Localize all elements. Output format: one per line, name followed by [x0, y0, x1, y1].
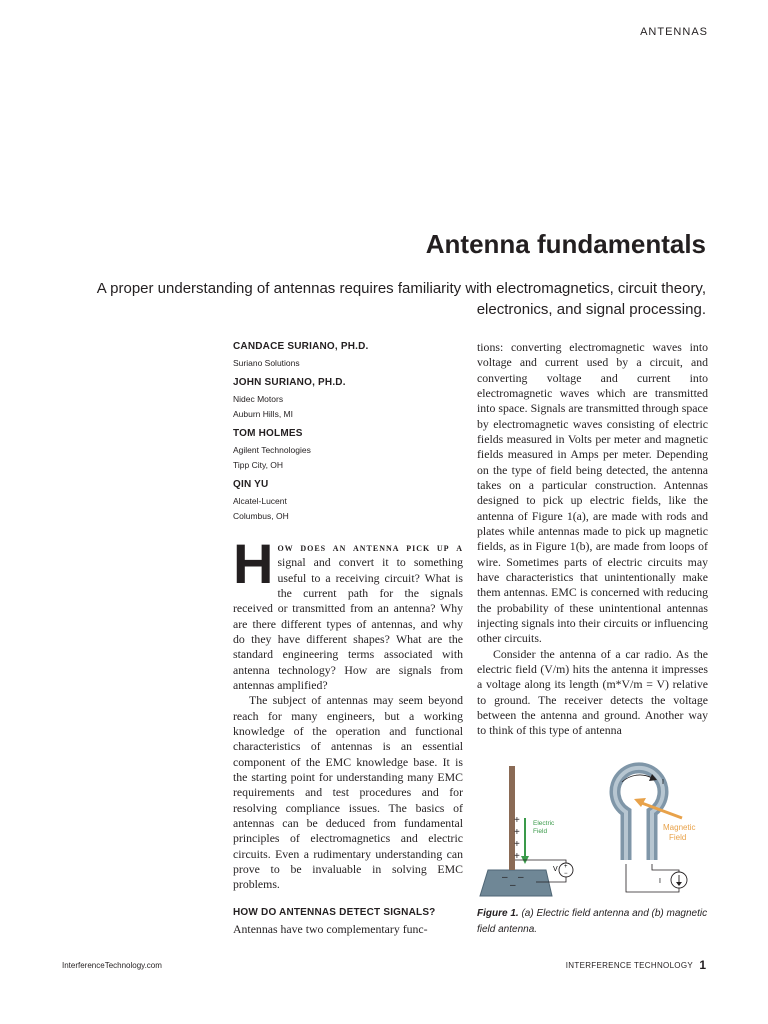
- current-label: I: [662, 779, 664, 786]
- section-heading: HOW DO ANTENNAS DETECT SIGNALS?: [233, 907, 436, 918]
- voltage-label: V: [553, 866, 558, 873]
- current-label: I: [659, 878, 661, 885]
- plus-sign: +: [514, 839, 520, 850]
- figure-1: [476, 760, 708, 902]
- author-affiliation: Agilent Technologies: [233, 445, 311, 455]
- author-name: QIN YU: [233, 479, 269, 490]
- minus-sign: –: [518, 872, 524, 883]
- minus-sign: –: [510, 880, 516, 891]
- body-paragraph: tions: converting electromagnetic waves into voltage and current used by a circuit, and converting voltage and current into electromagnetic waves which are transmitted into space. Signals are transmitted through space by electromagnetic waves consisting of electric fields measured in Volts per meter and magnetic fields measured in Amps per meter. Depending on the type of field being detected, the antenna takes on a particular construction. Antennas designed to pick up electric fields, like the antenna of Figure 1(a), are made with rods and plates while antennas made to pick up magnetic fields, as in Figure 1(b), are made from loops of wire. Sometimes parts of electric circuits may have characteristics that unintentionally make them antennas. EMC is concerned with reducing the probability of these unintentional antennas injecting signals into their circuits or influencing other circuits.: [477, 340, 708, 646]
- magnetic-field-label: Field: [669, 833, 687, 842]
- author-name: JOHN SURIANO, PH.D.: [233, 377, 346, 388]
- author-location: Columbus, OH: [233, 511, 289, 521]
- plus-sign: +: [514, 815, 520, 826]
- article-subtitle: A proper understanding of antennas requires familiarity with electromagnetics, circuit theory, electronics, and signal processing.: [96, 280, 706, 318]
- electric-field-text: Electric Field: [533, 820, 555, 835]
- author-affiliation: Alcatel-Lucent: [233, 496, 287, 506]
- intro-paragraph: [233, 532, 463, 693]
- author-location: Auburn Hills, MI: [233, 409, 293, 419]
- author-name: CANDACE SURIANO, PH.D.: [233, 341, 369, 352]
- body-paragraph: The subject of antennas may seem beyond reach for many engineers, but a working knowledge of the operation and functional characteristics of antennas is an essential component of the EMC knowledge base. It is the starting point for understanding many EMC requirements and test procedures and for resolving compliance issues. The basics of antennas can be deduced from fundamental principles of electromagnetics and electric circuits. Even a rudimentary understanding can prove to be invaluable in solving EMC problems.: [233, 693, 463, 892]
- author-affiliation: Suriano Solutions: [233, 358, 300, 368]
- author-block: [233, 428, 463, 473]
- magnetic-antenna-diagram: [615, 768, 695, 892]
- ground-plate: [480, 870, 552, 896]
- minus-sign: −: [564, 871, 568, 877]
- author-name: TOM HOLMES: [233, 428, 303, 439]
- body-column-1: [233, 532, 463, 893]
- drop-cap: H: [233, 532, 274, 595]
- author-block: [233, 479, 463, 524]
- body-paragraph: Antennas have two complementary func-: [233, 922, 428, 936]
- author-affiliation: Nidec Motors: [233, 394, 284, 404]
- author-location: Tipp City, OH: [233, 460, 284, 470]
- plus-sign: +: [514, 827, 520, 838]
- plus-sign: +: [514, 851, 520, 862]
- magnetic-field-label: Magnetic: [663, 823, 696, 832]
- section-label: ANTENNAS: [640, 26, 708, 38]
- caption-text: (a) Electric field antenna and (b) magnetic field antenna.: [477, 908, 708, 935]
- body-column-2: [477, 340, 708, 739]
- article-title: Antenna fundamentals: [425, 229, 706, 259]
- figure-caption: [477, 906, 709, 938]
- footer-website: InterferenceTechnology.com: [62, 961, 162, 970]
- electric-antenna-diagram: [476, 760, 573, 896]
- page-number: 1: [699, 958, 706, 972]
- footer-publication: INTERFERENCE TECHNOLOGY: [565, 961, 693, 970]
- plus-sign: +: [564, 864, 568, 870]
- body-paragraph: Consider the antenna of a car radio. As the electric field (V/m) hits the antenna it impresses a voltage along its length (m*V/m = V) relative to ground. The receiver detects the voltage between the antenna and ground. Another way to think of this type of antenna: [477, 646, 708, 738]
- intro-text: signal and convert it to something useful to a receiving circuit? What is the current path for the signals received or transmitted from an antenna? Why are there different types of antennas, and why do they have different shapes? What are the standard engineering terms associated with antenna technology? How are signals from antennas amplified?: [233, 555, 463, 692]
- author-block: [233, 377, 463, 422]
- author-block: [233, 341, 463, 371]
- caption-label: Figure 1.: [477, 908, 519, 919]
- minus-sign: –: [502, 872, 508, 883]
- lead-in: ow does an antenna pick up a: [277, 540, 463, 554]
